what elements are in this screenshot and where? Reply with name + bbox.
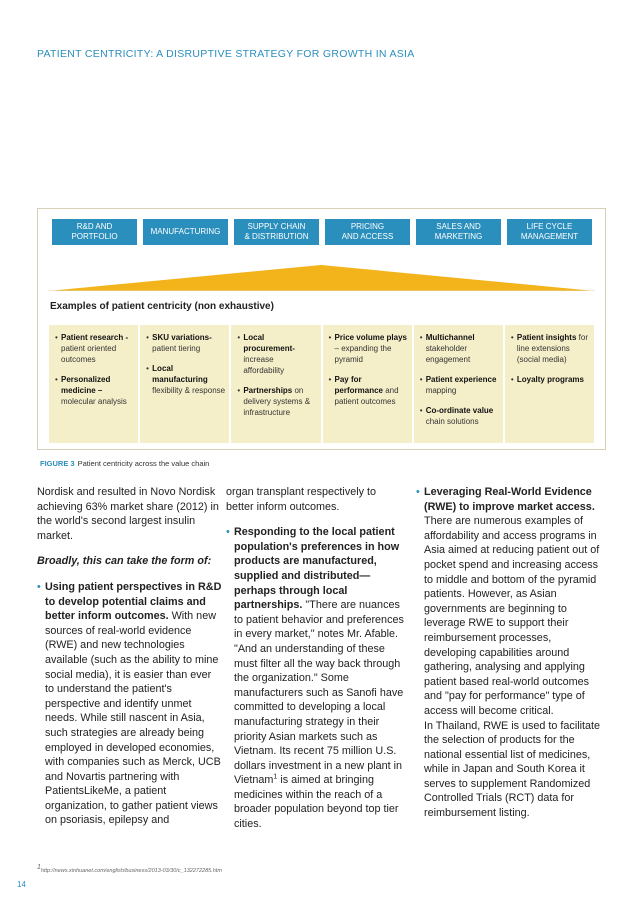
bullet-title: Leveraging Real-World Evidence (RWE) to improve market access. (424, 486, 595, 513)
example-item-text: – expanding the pyramid (334, 344, 392, 364)
stage-pricing: PRICING AND ACCESS (325, 219, 410, 245)
bullet-title: Responding to the local patient population's preferences in how products are manufactured, supplied and distributed—perhaps through local partnerships. (234, 526, 400, 612)
examples-column (140, 325, 229, 443)
stage-life-cycle: LIFE CYCLE MANAGEMENT (507, 219, 592, 245)
bullet-item (226, 525, 406, 831)
example-item (329, 332, 408, 365)
example-item-text: flexibility & response (152, 386, 226, 395)
running-header: PATIENT CENTRICITY: A DISRUPTIVE STRATEGY FOR GROWTH IN ASIA (37, 48, 415, 60)
bullet-text: With new sources of real-world evidence (RWE) and new technologies available (such as the ability to mine social media), it is easier than ever to understand the patient's perspective and identify unmet needs. While still nascent in Asia, such strategies are already being employed in developed economies, with companies such as Merck, UCB and Novartis partnering with PatientsLikeMe, a patient organization, to gather patient views on psoriasis, epilepsy and (45, 610, 221, 827)
figure-caption (40, 459, 209, 468)
example-item-title: Local procurement- (243, 333, 295, 353)
example-item (237, 332, 316, 376)
paragraph: organ transplant respectively to better inform outcomes. (226, 486, 377, 513)
example-item (420, 405, 499, 427)
example-item-text: on delivery systems & infrastructure (243, 386, 311, 417)
example-item (329, 374, 408, 407)
page-number: 14 (17, 880, 26, 889)
stage-rd-portfolio: R&D AND PORTFOLIO (52, 219, 137, 245)
example-item-text: stakeholder engagement (425, 344, 471, 364)
examples-column (231, 325, 320, 443)
footnote-number: 1 (37, 864, 41, 872)
example-item (420, 374, 499, 396)
section-lead: Broadly, this can take the form of: (37, 555, 212, 568)
example-item-title: Multichannel (425, 333, 475, 342)
example-item-title: Partnerships (243, 386, 293, 395)
example-item (55, 374, 134, 407)
bullet-item (416, 485, 606, 719)
paragraph: Nordisk and resulted in Novo Nordisk achieving 63% market share (2012) in the world's second largest insulin market. (37, 486, 219, 542)
bullet-item (37, 580, 222, 828)
bullet-text: is aimed at bringing medicines within the reach of a broader population beyond top tier cities. (234, 774, 399, 831)
example-item-title: Patient insights (516, 333, 577, 342)
text-column-1 (37, 485, 222, 839)
stage-supply-chain: SUPPLY CHAIN & DISTRIBUTION (234, 219, 319, 245)
figure-caption-text: Patient centricity across the value chain (77, 459, 210, 468)
stage-manufacturing: MANUFACTURING (143, 219, 228, 245)
bullet-title: Using patient perspectives in R&D to develop potential claims and better inform outcomes. (45, 580, 222, 623)
example-item-title: SKU variations- (152, 333, 212, 342)
footnote-url[interactable]: http://news.xinhuanet.com/english/business/2013-03/30/c_132272285.htm (40, 868, 222, 874)
example-item-text: molecular analysis (61, 397, 127, 406)
example-item-text: increase affordability (243, 355, 285, 375)
examples-column (414, 325, 503, 443)
example-item (146, 332, 225, 354)
example-item-title: Loyalty programs (516, 375, 584, 384)
value-chain-stages (52, 219, 592, 245)
example-item-text: for line extensions (social media) (516, 333, 588, 364)
bullet-text: "There are nuances to patient behavior and preferences in every market," notes Mr. Afable. "And an understanding of these must filter all the way back through the organization." Some manufacturers such as Sanofi have committed to developing a local manufacturing strategy in their priority Asian markets such as Vietnam. Its recent 75 million U.S. dollars investment in a new plant in Vietnam (234, 599, 404, 787)
examples-column (49, 325, 138, 443)
figure-label: FIGURE 3 (40, 459, 75, 468)
example-item (55, 332, 134, 365)
example-item (511, 332, 590, 365)
value-chain-triangle (48, 265, 595, 291)
example-item-title: Co-ordinate value (425, 406, 494, 415)
example-item (511, 374, 590, 385)
example-item-text: and patient outcomes (334, 386, 399, 406)
example-item (146, 363, 225, 396)
footnote-ref[interactable]: 1 (273, 773, 278, 781)
example-item-text: patient tiering (152, 344, 201, 353)
footnote (37, 864, 222, 874)
text-column-2 (226, 485, 406, 843)
bullet-text: There are numerous examples of affordability and access programs in Asia aimed at reducing patient out of pocket spend and increasing access to middle and bottom of the pyramid patients. However, as Asian governments are beginning to leverage RWE to support their reimbursement processes, developing capabilities around gathering, analysing and applying patient based real-world outcomes and "pay for performance" type of access will become critical. (424, 515, 600, 717)
example-item-title: Local manufacturing (152, 364, 208, 384)
examples-title: Examples of patient centricity (non exhaustive) (50, 301, 274, 312)
example-item-text: patient oriented outcomes (61, 344, 117, 364)
example-item-text: chain solutions (425, 417, 479, 426)
example-item (237, 385, 316, 418)
stage-sales-marketing: SALES AND MARKETING (416, 219, 501, 245)
text-column-3 (416, 485, 606, 832)
example-item-title: Patient experience (425, 375, 497, 384)
example-item-title: Patient research - (61, 333, 129, 342)
example-item-title: Personalized medicine – (61, 375, 111, 395)
example-item-title: Price volume plays (334, 333, 407, 342)
value-chain-figure (37, 208, 606, 450)
example-item-text: mapping (425, 386, 457, 395)
example-item-title: Pay for performance (334, 375, 383, 395)
examples-column (323, 325, 412, 443)
examples-column (505, 325, 594, 443)
paragraph: In Thailand, RWE is used to facilitate the selection of products for the national essential list of medicines, while in Japan and South Korea it serves to supplement Randomized Controlled Trials (RCT) data for reimbursement listing. (424, 719, 601, 820)
example-item (420, 332, 499, 365)
examples-columns (49, 325, 594, 443)
